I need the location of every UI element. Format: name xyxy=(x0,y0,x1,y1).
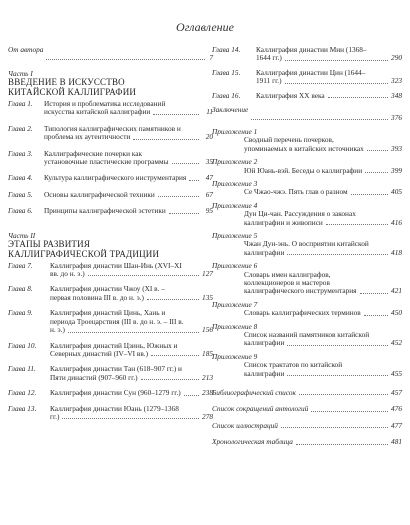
toc-entry-appendix[interactable] xyxy=(212,128,402,153)
entry-label: Глава 9. xyxy=(8,308,33,318)
toc-entry-appendix[interactable] xyxy=(212,232,402,257)
entry-label: Приложение 6 xyxy=(212,261,258,271)
page-number: 290 xyxy=(391,53,402,63)
toc-entry-chapter[interactable] xyxy=(8,262,213,279)
entry-label: Приложение 8 xyxy=(212,321,258,331)
entry-label: Глава 16. xyxy=(212,90,241,100)
entry-label: Глава 3. xyxy=(8,148,33,158)
entry-label: Глава 7. xyxy=(8,260,33,270)
entry-text: Словарь каллиграфических терминов xyxy=(244,308,361,318)
toc-entry-appendix[interactable] xyxy=(212,180,402,197)
entry-text: Каллиграфия династии Шан-Инь (XVI–XI вв. до н. э.) xyxy=(50,260,182,279)
page-number: 20 xyxy=(205,132,213,142)
page-number: 477 xyxy=(391,420,402,430)
toc-entry-chapter[interactable] xyxy=(8,125,213,142)
toc-entry-chapter[interactable] xyxy=(8,207,213,215)
toc-entry-appendix[interactable] xyxy=(212,353,402,378)
entry-text: Каллиграфия династии Чжоу (XI в. – первая половина III в. до н. э.) xyxy=(50,284,165,302)
toc-entry-appendix[interactable] xyxy=(212,301,402,318)
toc-entry-backmatter[interactable] xyxy=(212,422,402,430)
page-number: 47 xyxy=(205,173,213,183)
entry-label: Глава 11. xyxy=(8,364,36,374)
entry-text: Культура каллиграфического инструментария xyxy=(44,173,187,183)
toc-entry-chapter[interactable] xyxy=(8,174,213,182)
entry-text: Список трактатов по китайской каллиграфии xyxy=(244,360,343,378)
entry-text: Каллиграфические почерки как установочные пластические программы xyxy=(44,148,169,167)
entry-text: Заключение xyxy=(212,105,249,115)
dot-leader xyxy=(151,355,199,356)
part-heading xyxy=(8,70,213,100)
entry-label: Глава 8. xyxy=(8,284,33,294)
dot-leader xyxy=(251,119,388,120)
page-number: 11 xyxy=(206,107,213,117)
dot-leader xyxy=(367,150,388,151)
entry-label: Приложение 1 xyxy=(212,127,258,137)
page-number: 476 xyxy=(391,404,402,414)
toc-entry-backmatter[interactable] xyxy=(212,405,402,413)
entry-text: История и проблематика исследований искусства китайской каллиграфии xyxy=(44,99,166,117)
dot-leader xyxy=(147,299,199,300)
page-number: 95 xyxy=(205,206,213,216)
entry-text: Дун Ци-чан. Рассуждения о законах каллиграфии и живописи xyxy=(244,209,356,227)
entry-label: Приложение 4 xyxy=(212,200,258,210)
entry-text: Каллиграфия династии Сун (960–1279 гг.) xyxy=(50,388,181,398)
entry-text: Сводный перечень почерков, упоминаемых в китайских источниках xyxy=(244,135,364,153)
dot-leader xyxy=(287,375,388,376)
page-number: 67 xyxy=(205,189,213,199)
toc-entry-chapter[interactable] xyxy=(212,69,402,86)
page-number: 213 xyxy=(202,372,213,382)
entry-label: Глава 4. xyxy=(8,173,33,183)
page-number: 35 xyxy=(205,157,213,167)
toc-entry-foreword[interactable] xyxy=(8,46,213,62)
dot-leader xyxy=(88,275,199,276)
toc-entry-chapter[interactable] xyxy=(8,365,213,382)
page-number: 452 xyxy=(391,338,402,348)
dot-leader xyxy=(328,97,388,98)
toc-entry-chapter[interactable] xyxy=(8,150,213,167)
entry-text: Принципы каллиграфической эстетики xyxy=(44,206,166,216)
dot-leader xyxy=(287,345,388,346)
entry-label: Глава 10. xyxy=(8,340,37,350)
dot-leader xyxy=(311,411,388,412)
entry-text: Каллиграфия династий Цинь, Хань и периода Троецарствия (III в. до н. э. – III в. н. э.) xyxy=(50,308,184,335)
page-title: Оглавление xyxy=(176,20,234,34)
page-number: 481 xyxy=(391,437,402,447)
dot-leader xyxy=(68,332,199,333)
entry-label: Глава 14. xyxy=(212,45,241,54)
entry-label: Приложение 5 xyxy=(212,231,258,241)
entry-text: Список названий памятников китайской каллиграфии xyxy=(244,330,370,348)
toc-left-column xyxy=(8,46,213,428)
entry-text: Библиографический список xyxy=(212,388,296,398)
dot-leader xyxy=(351,194,388,195)
toc-entry-chapter[interactable] xyxy=(8,100,213,117)
toc-right-column xyxy=(212,46,402,455)
entry-text: Типология каллиграфических памятников и проблема их аутентичности xyxy=(44,123,181,142)
page-number: 127 xyxy=(202,269,213,279)
entry-label: Глава 1. xyxy=(8,99,33,108)
entry-text: Каллиграфия династии Цин (1644–1911 гг.) xyxy=(256,67,366,86)
entry-label: Приложение 9 xyxy=(212,351,258,361)
dot-leader xyxy=(62,418,199,419)
entry-label: Глава 2. xyxy=(8,123,33,133)
entry-label: Глава 5. xyxy=(8,189,33,199)
dot-leader xyxy=(285,83,388,84)
toc-entry-appendix[interactable] xyxy=(212,262,402,296)
entry-text: Каллиграфия династий Цзинь, Южных и Северных династий (IV–VI вв.) xyxy=(50,340,178,358)
page-number: 455 xyxy=(391,368,402,378)
entry-text: Список иллюстраций xyxy=(212,420,278,430)
entry-label: Приложение 3 xyxy=(212,179,258,189)
page-number: 278 xyxy=(202,411,213,421)
toc-entry-appendix[interactable] xyxy=(212,158,402,175)
dot-leader xyxy=(364,315,388,316)
dot-leader xyxy=(46,59,205,60)
page-number: 348 xyxy=(391,90,402,100)
part-label: Часть II xyxy=(8,230,36,240)
toc-entry-conclusion[interactable] xyxy=(212,106,402,122)
dot-leader xyxy=(172,163,199,164)
page-number: 450 xyxy=(391,308,402,318)
part-title: ВВЕДЕНИЕ В ИСКУССТВО КИТАЙСКОЙ КАЛЛИГРАФИИ xyxy=(8,77,137,97)
dot-leader xyxy=(281,427,388,428)
page-number: 399 xyxy=(391,165,402,175)
dot-leader xyxy=(285,60,388,61)
page-number: 393 xyxy=(391,143,402,153)
toc-entry-chapter[interactable] xyxy=(212,46,402,63)
dot-leader xyxy=(365,172,388,173)
toc-entry-backmatter[interactable] xyxy=(212,389,402,397)
entry-label: Глава 6. xyxy=(8,206,33,216)
page-number: 421 xyxy=(391,286,402,296)
entry-text: Каллиграфия династии Юань (1279–1368 гг.) xyxy=(50,403,179,421)
dot-leader xyxy=(299,394,388,395)
dot-leader xyxy=(133,139,199,140)
dot-leader xyxy=(360,293,389,294)
page-number: 135 xyxy=(202,292,213,302)
dot-leader xyxy=(296,444,388,445)
part-heading xyxy=(8,232,213,262)
toc-entry-appendix[interactable] xyxy=(212,202,402,227)
dot-leader xyxy=(169,213,199,214)
entry-text: Се Чжао-чжэ. Пять глав о разном xyxy=(244,187,348,197)
page-number: 416 xyxy=(391,217,402,227)
dot-leader xyxy=(158,196,199,197)
page-number: 7 xyxy=(209,52,213,62)
entry-text: Юй Юань-вэй. Беседы о каллиграфии xyxy=(244,165,363,175)
toc-entry-backmatter[interactable] xyxy=(212,438,402,446)
toc-entry-chapter[interactable] xyxy=(8,389,213,397)
dot-leader xyxy=(287,254,388,255)
part-label: Часть I xyxy=(8,69,33,78)
entry-label: Приложение 2 xyxy=(212,157,258,167)
toc-entry-chapter[interactable] xyxy=(212,92,402,100)
entry-label: Глава 15. xyxy=(212,67,241,77)
entry-text: Каллиграфия XX века xyxy=(256,90,325,100)
entry-label: Глава 13. xyxy=(8,403,37,413)
page-number: 457 xyxy=(391,388,402,398)
toc-entry-chapter[interactable] xyxy=(8,285,213,302)
entry-text: Каллиграфия династии Тан (618–907 гг.) и Пяти династий (907–960 гг.) xyxy=(50,364,182,382)
toc-entry-chapter[interactable] xyxy=(8,309,213,334)
toc-entry-chapter[interactable] xyxy=(8,191,213,199)
page-number: 405 xyxy=(391,187,402,197)
entry-label: Глава 12. xyxy=(8,388,37,398)
dot-leader xyxy=(153,114,199,115)
page-number: 418 xyxy=(391,247,402,257)
dot-leader xyxy=(326,224,388,225)
dot-leader xyxy=(189,180,199,181)
dot-leader xyxy=(141,379,199,380)
toc-entry-chapter[interactable] xyxy=(8,342,213,359)
page-number: 323 xyxy=(391,76,402,86)
page-number: 185 xyxy=(202,348,213,358)
entry-text: Словарь имен каллиграфов, коллекционеров и мастеров каллиграфического инструментария xyxy=(244,269,357,296)
page-number: 238 xyxy=(202,388,213,398)
entry-text: Хронологическая таблица xyxy=(212,437,293,447)
entry-text: Основы каллиграфической техники xyxy=(44,189,155,199)
entry-label: Приложение 7 xyxy=(212,299,258,309)
entry-text: От автора xyxy=(8,45,44,54)
entry-text: Список сокращений антологий xyxy=(212,404,309,414)
dot-leader xyxy=(184,395,199,396)
page-number: 376 xyxy=(391,112,402,122)
page-number: 156 xyxy=(202,325,213,335)
entry-text: Каллиграфия династии Мин (1368–1644 гг.) xyxy=(256,45,367,63)
toc-entry-appendix[interactable] xyxy=(212,323,402,348)
part-title: ЭТАПЫ РАЗВИТИЯ КАЛЛИГРАФИЧЕСКОЙ ТРАДИЦИИ xyxy=(8,239,160,259)
entry-text: Чжан Дун-энь. О восприятии китайской каллиграфии xyxy=(244,239,369,257)
toc-entry-chapter[interactable] xyxy=(8,405,213,422)
